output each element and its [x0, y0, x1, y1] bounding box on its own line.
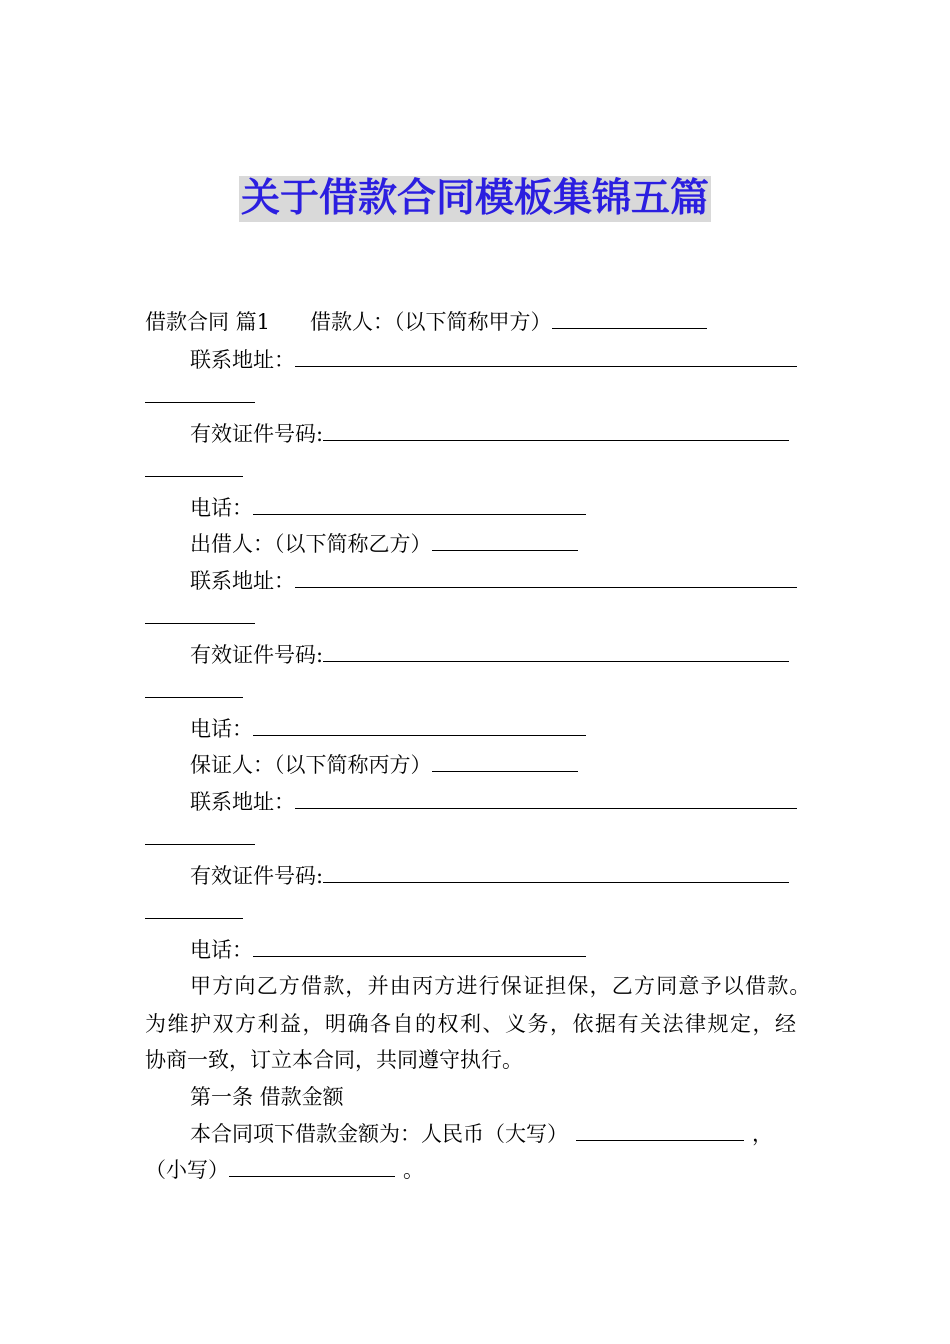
lender-phone-line: [190, 715, 586, 743]
loan-amount-lowercase-label: （小写）: [145, 1158, 229, 1182]
lender-phone-blank: [253, 715, 586, 736]
borrower-phone-line: [190, 494, 586, 522]
guarantor-id-line: [190, 862, 789, 890]
borrower-address-blank-cont: [145, 382, 255, 403]
lender-id-continuation: [145, 677, 243, 705]
guarantor-id-blank-cont: [145, 898, 243, 919]
document-title-text: 关于借款合同模板集锦五篇: [240, 176, 709, 221]
guarantor-id-label: 有效证件号码:: [190, 864, 324, 888]
borrower-id-continuation: [145, 456, 243, 484]
contract-heading-line: [145, 308, 707, 336]
paragraph-text-1: 甲方向乙方借款，并由丙方进行保证担保，乙方同意予以借款。: [190, 974, 812, 998]
lender-address-blank-cont: [145, 603, 255, 624]
guarantor-address-line: [190, 788, 797, 816]
guarantor-phone-line: [190, 936, 586, 964]
contract-section-label: 借款合同 篇1: [145, 310, 271, 334]
lender-address-label: 联系地址：: [190, 569, 295, 593]
borrower-phone-label: 电话：: [190, 496, 253, 520]
loan-amount-line-2: [145, 1156, 424, 1184]
guarantor-blank: [432, 751, 578, 772]
guarantor-address-blank: [295, 788, 797, 809]
paragraph-text-3: 协商一致，订立本合同，共同遵守执行。: [145, 1048, 523, 1072]
loan-amount-label: 本合同项下借款金额为：人民币（大写）: [190, 1122, 568, 1146]
lender-address-line: [190, 567, 797, 595]
document-title: [0, 176, 950, 222]
lender-address-blank: [295, 567, 797, 588]
borrower-label: 借款人：（以下简称甲方）: [310, 310, 552, 334]
lender-line: [190, 530, 578, 558]
guarantor-phone-label: 电话：: [190, 938, 253, 962]
loan-amount-comma: ，: [752, 1122, 773, 1146]
lender-id-line: [190, 641, 789, 669]
borrower-address-blank: [295, 346, 797, 367]
paragraph-text-2: 为维护双方利益，明确各自的权利、义务，依据有关法律规定，经: [145, 1012, 798, 1036]
guarantor-label: 保证人：（以下简称丙方）: [190, 753, 432, 777]
lender-blank: [432, 530, 578, 551]
lender-id-label: 有效证件号码:: [190, 643, 324, 667]
lender-id-blank: [323, 641, 789, 662]
guarantor-phone-blank: [253, 936, 586, 957]
paragraph-line-2: [145, 1010, 798, 1038]
guarantor-line: [190, 751, 578, 779]
borrower-address-continuation: [145, 382, 255, 410]
lender-phone-label: 电话：: [190, 717, 253, 741]
borrower-id-line: [190, 420, 789, 448]
borrower-phone-blank: [253, 494, 586, 515]
lender-address-continuation: [145, 603, 255, 631]
borrower-id-label: 有效证件号码:: [190, 422, 324, 446]
guarantor-id-blank: [323, 862, 789, 883]
loan-amount-lowercase-blank: [229, 1156, 395, 1177]
lender-label: 出借人：（以下简称乙方）: [190, 532, 432, 556]
borrower-id-blank-cont: [145, 456, 243, 477]
article-1-heading: [190, 1083, 344, 1111]
borrower-id-blank: [323, 420, 789, 441]
borrower-address-label: 联系地址：: [190, 348, 295, 372]
guarantor-address-continuation: [145, 824, 255, 852]
borrower-blank: [552, 308, 707, 329]
article-1-heading-text: 第一条 借款金额: [190, 1085, 344, 1109]
loan-amount-period: 。: [403, 1158, 424, 1182]
guarantor-address-label: 联系地址：: [190, 790, 295, 814]
lender-id-blank-cont: [145, 677, 243, 698]
guarantor-address-blank-cont: [145, 824, 255, 845]
borrower-address-line: [190, 346, 797, 374]
loan-amount-uppercase-blank: [576, 1120, 744, 1141]
loan-amount-line: [190, 1120, 773, 1148]
guarantor-id-continuation: [145, 898, 243, 926]
paragraph-line-1: [190, 972, 812, 1000]
paragraph-line-3: [145, 1046, 523, 1074]
